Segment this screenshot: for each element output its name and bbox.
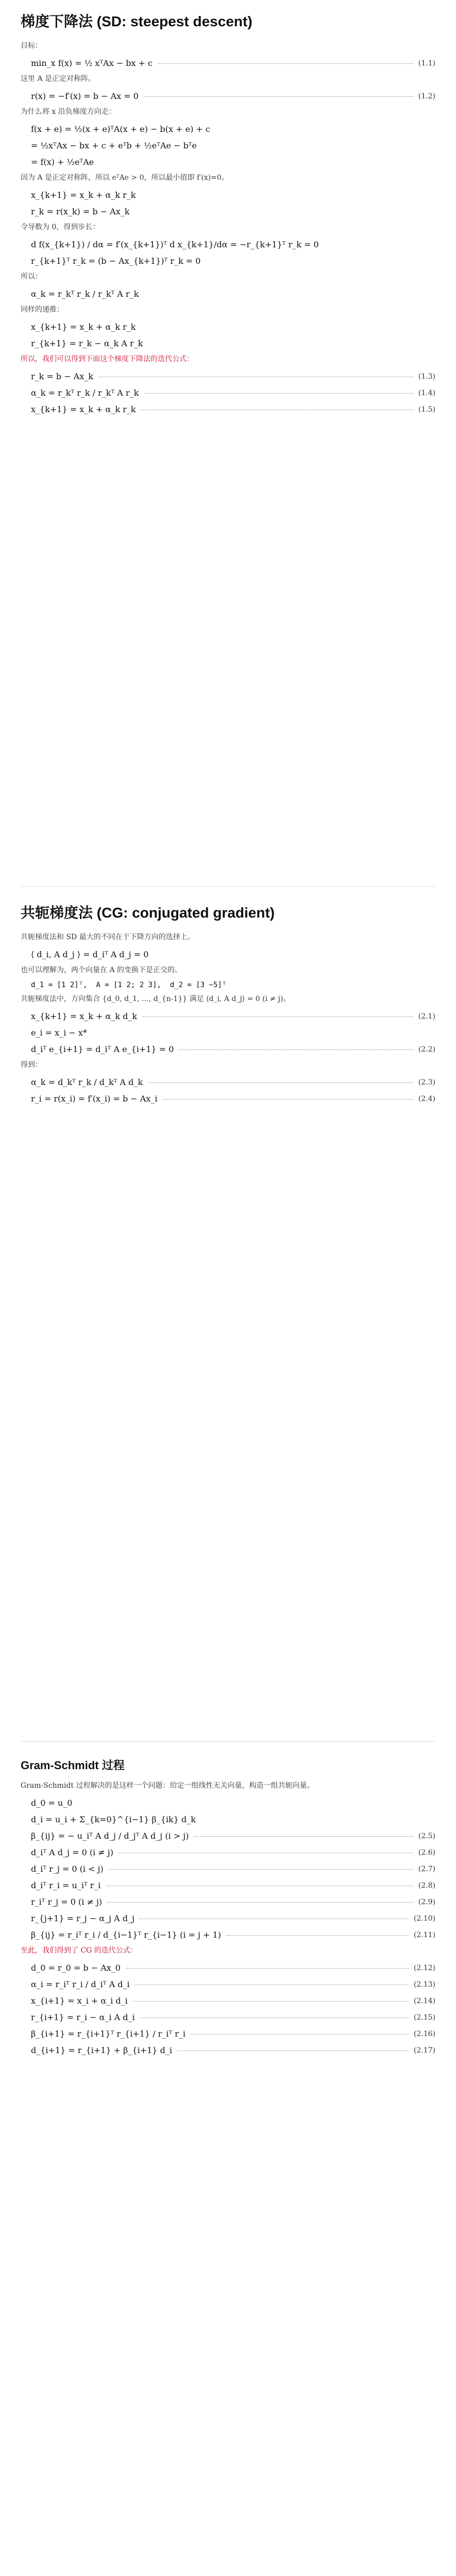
- equation-text: = f(x) + ½eᵀAe: [31, 157, 94, 167]
- equation-text: r_{i+1} = r_i − α_i A d_i: [31, 2012, 135, 2022]
- leader-dots: [177, 2050, 409, 2051]
- leader-dots: [119, 1852, 413, 1853]
- equation-text: x_{k+1} = x_k + α_k d_k: [31, 1011, 138, 1021]
- equation-text: α_k = r_kᵀ r_k / r_kᵀ A r_k: [31, 388, 139, 398]
- equation-text: r_k = r(x_k) = b − Ax_k: [31, 207, 130, 216]
- equation: [31, 1026, 435, 1040]
- equation: [31, 1092, 435, 1106]
- matrix-example: d_1 = [1 2]ᵀ, A = [1 2; 2 3], d_2 = [3 −5]ᵀ: [31, 981, 227, 989]
- equation-text: r_{j+1} = r_j − α_j A d_j: [31, 1913, 135, 1923]
- section-divider: [21, 886, 435, 887]
- equation-text: = ½xᵀAx − bx + c + eᵀb + ½eᵀAe − bᵀe: [31, 141, 197, 150]
- leader-dots: [158, 63, 413, 64]
- equation: [31, 1813, 435, 1826]
- equation-text: d_i = u_i + Σ_{k=0}^{i−1} β_{ik} d_k: [31, 1815, 196, 1824]
- equation-number: (2.6): [418, 1849, 435, 1857]
- equation: [31, 1010, 435, 1023]
- equation: [31, 1043, 435, 1056]
- equation: [31, 2044, 435, 2057]
- equation-text: β_{ij} = − u_iᵀ A d_j / d_jᵀ A d_j (i > j): [31, 1831, 189, 1841]
- equation-text: r_{k+1} = r_k − α_k A r_k: [31, 338, 143, 348]
- equation: [31, 287, 435, 301]
- section-title: Gram-Schmidt 过程: [21, 1759, 125, 1772]
- equation: [31, 205, 435, 218]
- equation-text: d_iᵀ r_j = 0 (i < j): [31, 1864, 104, 1874]
- equation-text: d_0 = r_0 = b − Ax_0: [31, 1963, 121, 1973]
- leader-dots: [162, 1098, 413, 1099]
- section-divider: [21, 1741, 435, 1742]
- equation: [31, 2011, 435, 2024]
- equation: [31, 386, 435, 400]
- paragraph: 共轭梯度法中，方向集合 {d_0, d_1, …, d_{n-1}} 满足 ⟨d_i, A d_j⟩ = 0 (i ≠ j)。: [21, 995, 291, 1003]
- equation-number: (2.17): [413, 2046, 435, 2055]
- equation-number: (2.8): [418, 1882, 435, 1890]
- equation: [31, 123, 435, 136]
- paragraph: 为什么将 x 沿负梯度方向走：: [21, 108, 116, 116]
- equation-number: (2.11): [413, 1931, 435, 1939]
- equation-text: r(x) = −f′(x) = b − Ax = 0: [31, 91, 139, 101]
- equation-text: β_{i+1} = r_{i+1}ᵀ r_{i+1} / r_iᵀ r_i: [31, 2029, 186, 2039]
- equation-text: min_x f(x) = ½ xᵀAx − bx + c: [31, 58, 153, 68]
- equation: [31, 1829, 435, 1843]
- equation-text: ⟨ d_i, A d_j ⟩ = d_iᵀ A d_j = 0: [31, 950, 149, 959]
- paragraph: 所以：: [21, 273, 42, 281]
- equation: [31, 320, 435, 334]
- leader-dots: [194, 1836, 413, 1837]
- equation-number: (2.13): [413, 1980, 435, 1989]
- equation: [31, 139, 435, 152]
- equation: [31, 1879, 435, 1892]
- highlight-text: 至此，我们得到了 CG 的迭代公式：: [21, 1946, 138, 1955]
- leader-dots: [106, 1885, 413, 1886]
- equation: [31, 156, 435, 169]
- paragraph: 共轭梯度法和 SD 最大的不同在于下降方向的选择上。: [21, 933, 195, 941]
- leader-dots: [226, 1935, 409, 1936]
- equation-text: f(x + e) = ½(x + e)ᵀA(x + e) − b(x + e) + c: [31, 124, 210, 134]
- equation: [31, 90, 435, 103]
- equation-number: (2.1): [418, 1012, 435, 1021]
- equation-text: r_{k+1}ᵀ r_k = (b − Ax_{k+1})ᵀ r_k = 0: [31, 256, 201, 266]
- equation-text: β_{ij} = r_iᵀ r_i / d_{i−1}ᵀ r_{i−1} (i = j + 1): [31, 1930, 221, 1940]
- equation: [31, 2027, 435, 2041]
- leader-dots: [126, 1968, 409, 1969]
- equation-text: x_{i+1} = x_i + α_i d_i: [31, 1996, 128, 2006]
- equation-text: α_k = d_kᵀ r_k / d_kᵀ A d_k: [31, 1077, 143, 1087]
- equation-text: d_{i+1} = r_{i+1} + β_{i+1} d_i: [31, 2045, 172, 2055]
- section-title: 梯度下降法 (SD: steepest descent): [21, 13, 252, 29]
- equation-number: (2.3): [418, 1078, 435, 1087]
- equation-text: d f(x_{k+1}) / dα = f′(x_{k+1})ᵀ d x_{k+1}/dα = −r_{k+1}ᵀ r_k = 0: [31, 240, 319, 249]
- equation-number: (2.2): [418, 1045, 435, 1054]
- leader-dots: [141, 409, 413, 410]
- equation: [31, 948, 435, 961]
- highlight-text: 所以，我们可以得到下面这个梯度下降法的迭代公式：: [21, 355, 194, 363]
- equation-text: x_{k+1} = x_k + α_k r_k: [31, 322, 136, 332]
- equation-number: (2.7): [418, 1865, 435, 1873]
- equation: [31, 1912, 435, 1925]
- equation-number: (1.4): [418, 389, 435, 397]
- equation-text: x_{k+1} = x_k + α_k r_k: [31, 190, 136, 200]
- equation-text: α_i = r_iᵀ r_i / d_iᵀ A d_i: [31, 1979, 130, 1989]
- leader-dots: [98, 376, 413, 377]
- equation-number: (2.10): [413, 1914, 435, 1923]
- section-title: 共轭梯度法 (CG: conjugated gradient): [21, 905, 275, 921]
- paragraph: 目标：: [21, 42, 42, 50]
- equation-text: r_iᵀ r_j = 0 (i ≠ j): [31, 1897, 103, 1907]
- paragraph: 同样的递推：: [21, 306, 64, 314]
- leader-dots: [107, 1902, 413, 1903]
- equation-number: (1.3): [418, 372, 435, 381]
- leader-dots: [140, 1918, 409, 1919]
- equation-number: (2.16): [413, 2030, 435, 2038]
- leader-dots: [140, 2017, 409, 2018]
- paragraph: 得到：: [21, 1061, 42, 1069]
- section-steepest-descent: [21, 10, 435, 419]
- equation-text: r_k = b − Ax_k: [31, 371, 94, 381]
- equation-number: (1.1): [418, 59, 435, 67]
- section-gram-schmidt: [21, 1757, 435, 2060]
- equation: [31, 1895, 435, 1909]
- equation-text: d_iᵀ e_{i+1} = d_iᵀ A e_{i+1} = 0: [31, 1044, 174, 1054]
- equation-number: (2.15): [413, 2013, 435, 2022]
- equation-number: (1.5): [418, 405, 435, 414]
- equation-number: (2.14): [413, 1997, 435, 2005]
- paragraph: 因为 A 是正定对称阵，所以 eᵀAe > 0，所以最小值即 f′(x)=0。: [21, 174, 229, 182]
- equation-text: d_iᵀ r_i = u_iᵀ r_i: [31, 1880, 101, 1890]
- paragraph: Gram-Schmidt 过程解决的是这样一个问题：给定一组线性无关向量，构造一组共轭向量。: [21, 1782, 314, 1790]
- equation-number: (1.2): [418, 92, 435, 100]
- equation: [31, 1076, 435, 1089]
- leader-dots: [142, 1016, 413, 1017]
- leader-dots: [179, 1049, 413, 1050]
- equation: [31, 1928, 435, 1942]
- equation: [31, 189, 435, 202]
- equation-text: d_0 = u_0: [31, 1798, 73, 1808]
- equation-number: (2.9): [418, 1898, 435, 1906]
- paragraph: 令导数为 0，得到步长：: [21, 223, 100, 231]
- leader-dots: [191, 2033, 409, 2035]
- equation-number: (2.12): [413, 1964, 435, 1972]
- section-conjugate-gradient: [21, 902, 435, 1109]
- equation-text: d_iᵀ A d_j = 0 (i ≠ j): [31, 1848, 113, 1857]
- leader-dots: [148, 1082, 413, 1083]
- equation: [31, 337, 435, 350]
- paragraph: 这里 A 是正定对称阵。: [21, 75, 96, 83]
- leader-dots: [135, 1984, 409, 1985]
- equation-text: e_i = x_i − x*: [31, 1028, 87, 1038]
- equation: [31, 1862, 435, 1876]
- paragraph: 也可以理解为，两个向量在 A 的变换下是正交的。: [21, 966, 182, 974]
- equation-text: α_k = r_kᵀ r_k / r_kᵀ A r_k: [31, 289, 139, 299]
- equation: [31, 403, 435, 416]
- equation: [31, 57, 435, 70]
- equation-number: (2.5): [418, 1832, 435, 1840]
- equation: [31, 1994, 435, 2008]
- equation-text: r_i = r(x_i) = f′(x_i) = b − Ax_i: [31, 1094, 158, 1104]
- equation: [31, 1978, 435, 1991]
- leader-dots: [144, 96, 413, 97]
- equation: [31, 1846, 435, 1859]
- equation: [31, 255, 435, 268]
- equation: [31, 1797, 435, 1810]
- leader-dots: [109, 1869, 413, 1870]
- equation: [31, 1961, 435, 1975]
- equation-number: (2.4): [418, 1095, 435, 1103]
- equation-text: x_{k+1} = x_k + α_k r_k: [31, 404, 136, 414]
- equation: [31, 370, 435, 383]
- leader-dots: [133, 2001, 409, 2002]
- equation: [31, 238, 435, 251]
- leader-dots: [144, 393, 413, 394]
